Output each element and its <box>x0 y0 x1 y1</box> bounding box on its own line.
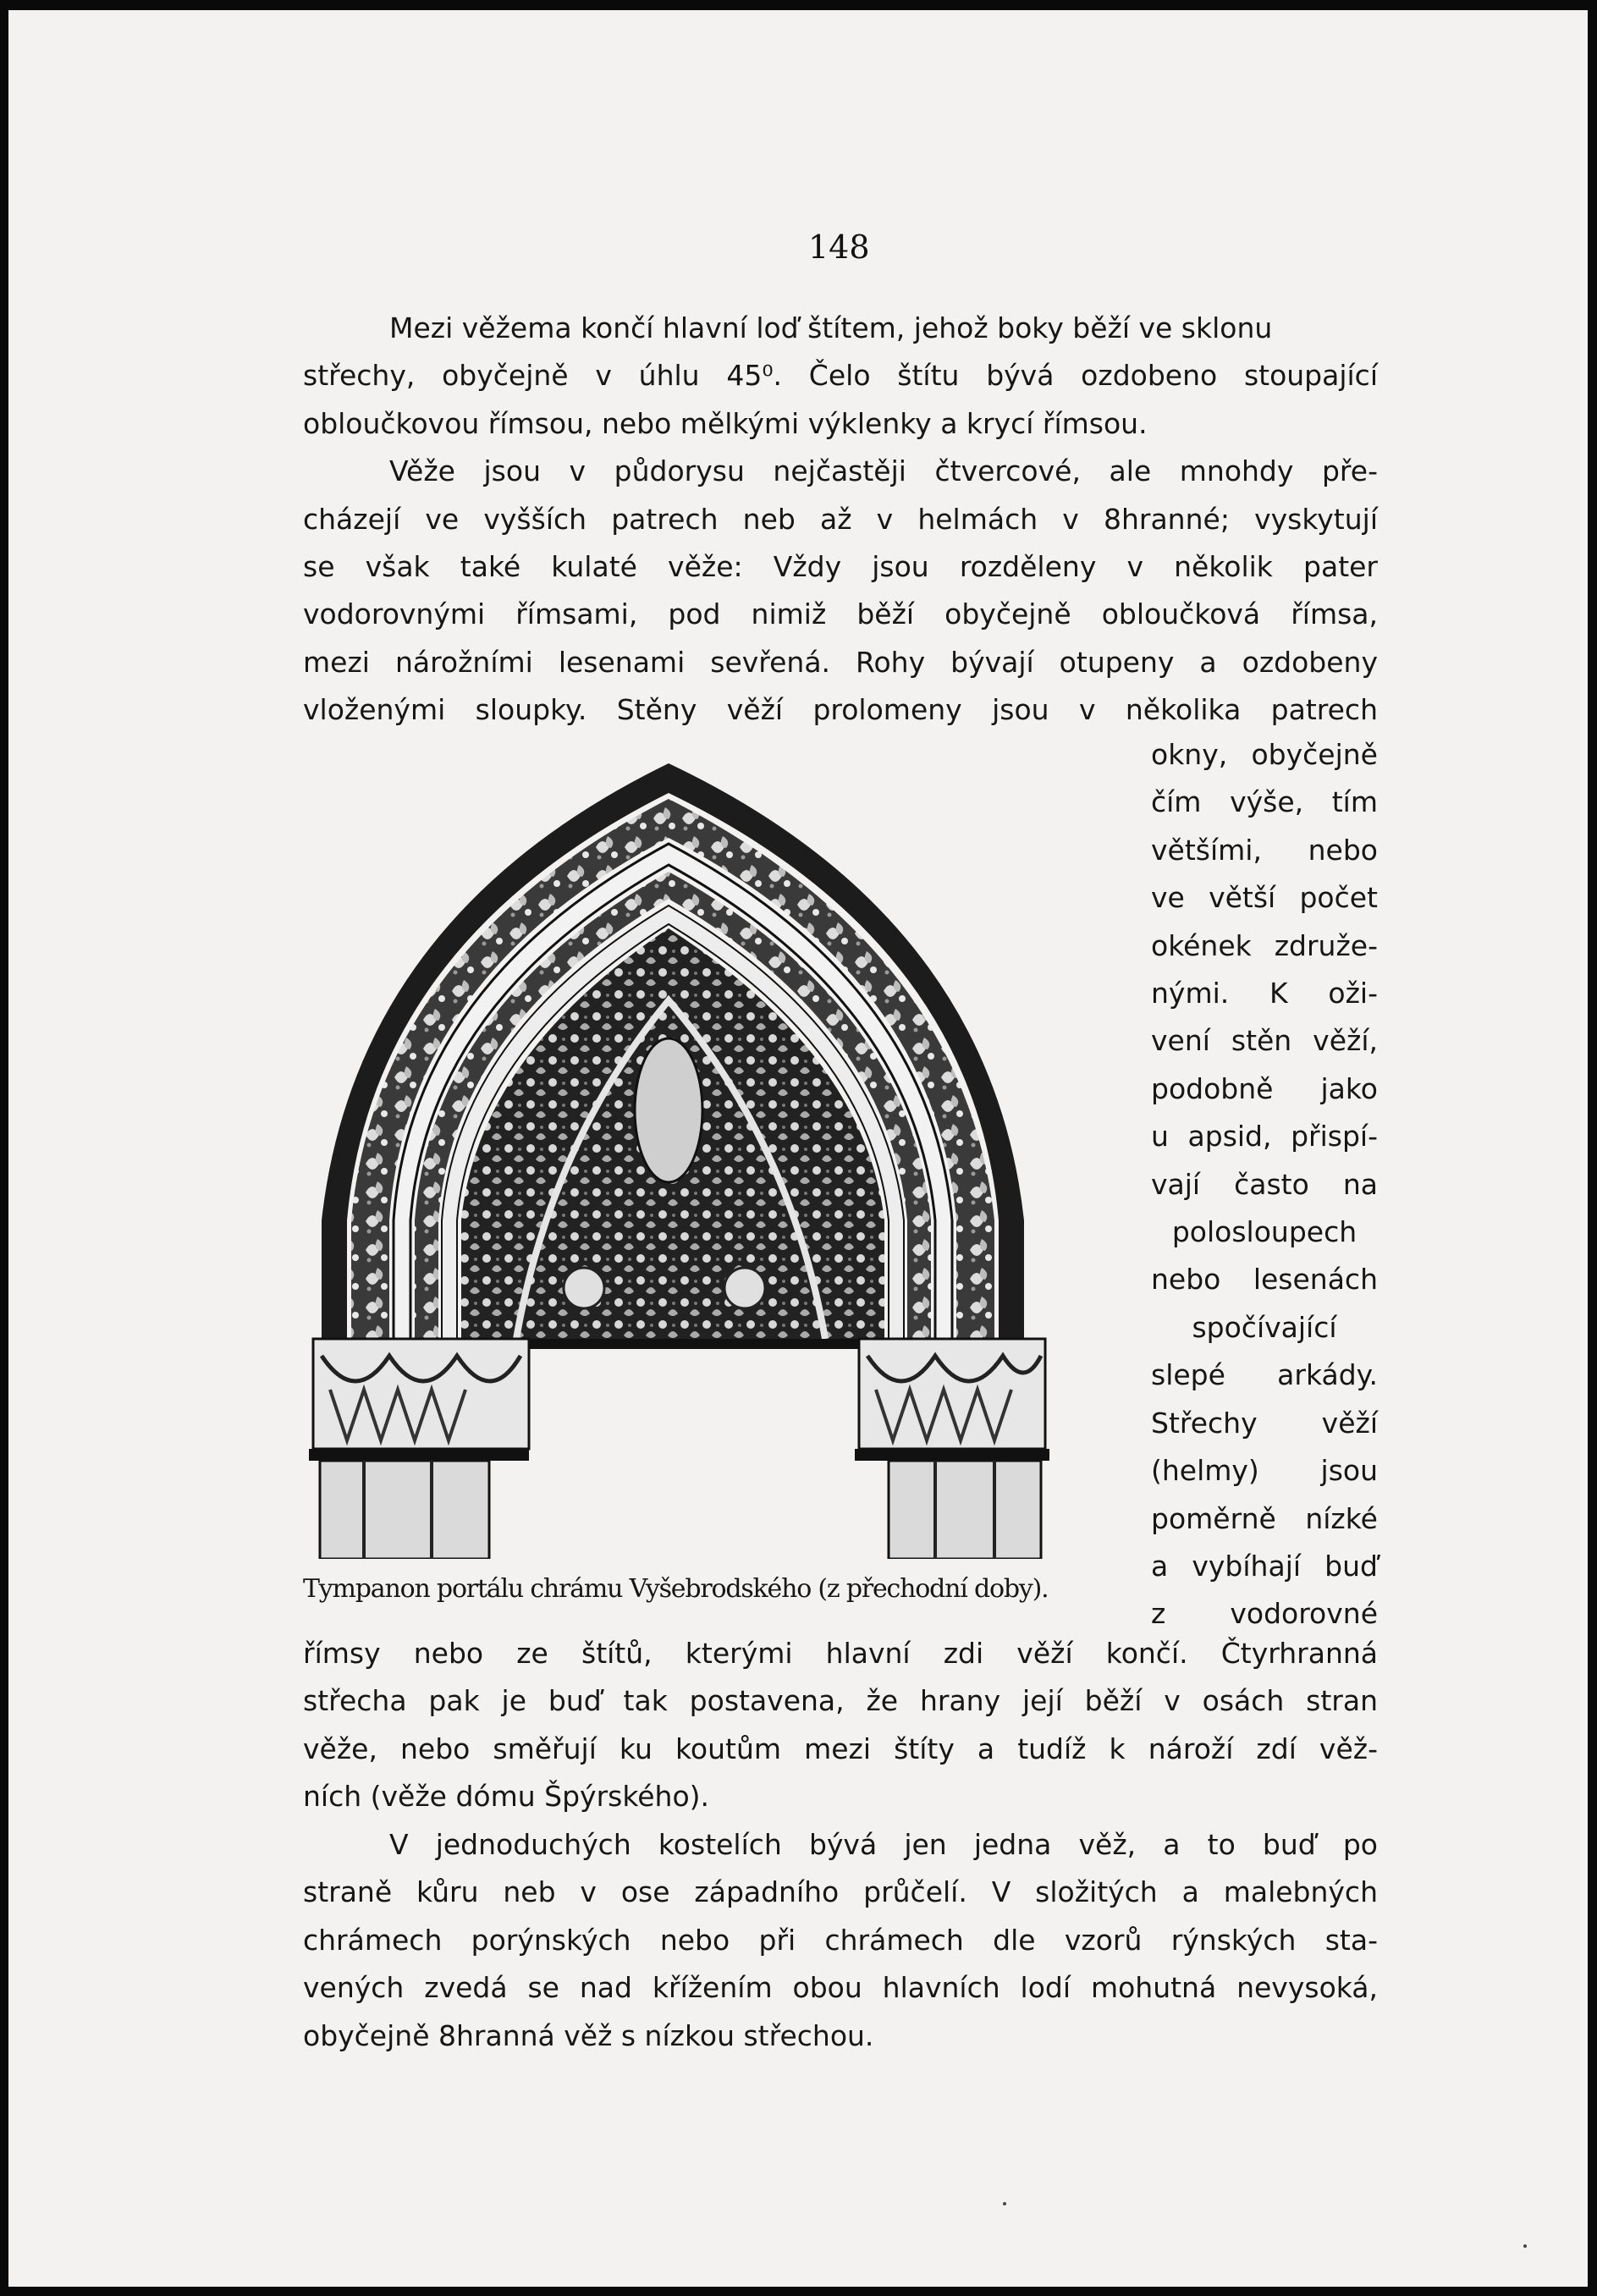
grape-cluster <box>724 1268 765 1308</box>
side-line: polosloupech <box>1171 1215 1357 1249</box>
left-column <box>320 1461 489 1559</box>
side-line: z vodorovné <box>1151 1597 1378 1631</box>
text-line: střechy, obyčejně v úhlu 45⁰. Čelo štítu bývá ozdobeno stoupající <box>303 359 1378 393</box>
text-line: Mezi věžema končí hlavní loď štítem, jehož boky běží ve sklonu <box>389 311 1273 344</box>
paragraph-3 <box>303 1821 1378 2060</box>
tympanum-illustration <box>305 746 1095 1559</box>
text-line: vloženými sloupky. Stěny věží prolomeny jsou v několika patrech <box>303 693 1378 727</box>
paper-speck <box>1523 2244 1527 2248</box>
text-line: cházejí ve vyšších patrech neb až v helmách v 8hranné; vyskytují <box>303 502 1378 536</box>
text-line: střecha pak je buď tak postavena, že hrany její běží v osách stran <box>303 1684 1378 1718</box>
text-line: chrámech porýnských nebo při chrámech dle vzorů rýnských sta- <box>303 1923 1378 1957</box>
side-line: čím výše, tím <box>1151 785 1378 819</box>
text-line: V jednoduchých kostelích bývá jen jedna věž, a to buď po <box>389 1828 1378 1861</box>
side-line: okny, obyčejně <box>1151 738 1378 771</box>
side-line: vení stěn věží, <box>1151 1024 1378 1058</box>
side-column-text <box>1151 731 1378 1638</box>
side-line: okének združe- <box>1151 928 1378 962</box>
left-abacus <box>309 1449 529 1461</box>
text-line: Věže jsou v půdorysu nejčastěji čtvercové, ale mnohdy pře- <box>389 454 1378 488</box>
grape-cluster <box>564 1268 604 1308</box>
side-line: (helmy) jsou <box>1151 1454 1378 1488</box>
paragraph-1 <box>303 305 1378 735</box>
hand-relief <box>635 1038 702 1182</box>
side-line: nebo lesenách <box>1151 1263 1378 1297</box>
side-line: slepé arkády. <box>1151 1358 1378 1392</box>
side-line: vají často na <box>1151 1167 1378 1201</box>
text-line: ních (věže dómu Špýrského). <box>303 1780 710 1814</box>
side-line: Střechy věží <box>1151 1406 1378 1440</box>
text-line: vených zvedá se nad křížením obou hlavních lodí mohutná nevysoká, <box>303 1971 1378 2005</box>
page-number: 148 <box>808 228 870 266</box>
side-line: spočívající <box>1192 1310 1337 1344</box>
side-line: a vybíhají buď <box>1151 1549 1378 1583</box>
text-line: obloučkovou římsou, nebo mělkými výklenky a krycí římsou. <box>303 406 1148 440</box>
paragraph-2 <box>303 1630 1378 1821</box>
text-line: mezi nárožními lesenami sevřená. Rohy bývají otupeny a ozdobeny <box>303 645 1378 679</box>
text-line: věže, nebo směřují ku koutům mezi štíty a tudíž k nároží zdí věž- <box>303 1732 1378 1765</box>
side-line: poměrně nízké <box>1151 1501 1378 1535</box>
side-line: u apsid, přispí- <box>1151 1120 1378 1154</box>
figure-caption: Tympanon portálu chrámu Vyšebrodského (z přechodní doby). <box>303 1574 1049 1604</box>
side-line: nými. K oži- <box>1151 977 1378 1010</box>
text-line: straně kůru neb v ose západního průčelí. V složitých a malebných <box>303 1875 1378 1909</box>
right-capital <box>859 1339 1045 1449</box>
text-line: římsy nebo ze štítů, kterými hlavní zdi věží končí. Čtyrhranná <box>303 1637 1378 1670</box>
book-page <box>8 10 1588 2287</box>
right-column <box>889 1461 1041 1559</box>
right-abacus <box>855 1449 1049 1461</box>
text-line: se však také kulaté věže: Vždy jsou rozděleny v několik pater <box>303 550 1378 584</box>
side-line: většími, nebo <box>1151 833 1378 867</box>
side-line: ve větší počet <box>1151 881 1378 915</box>
text-line: obyčejně 8hranná věž s nízkou střechou. <box>303 2018 874 2052</box>
side-line: podobně jako <box>1151 1071 1378 1105</box>
text-line: vodorovnými římsami, pod nimiž běží obyčejně obloučková římsa, <box>303 597 1378 631</box>
paper-speck <box>1003 2202 1006 2205</box>
